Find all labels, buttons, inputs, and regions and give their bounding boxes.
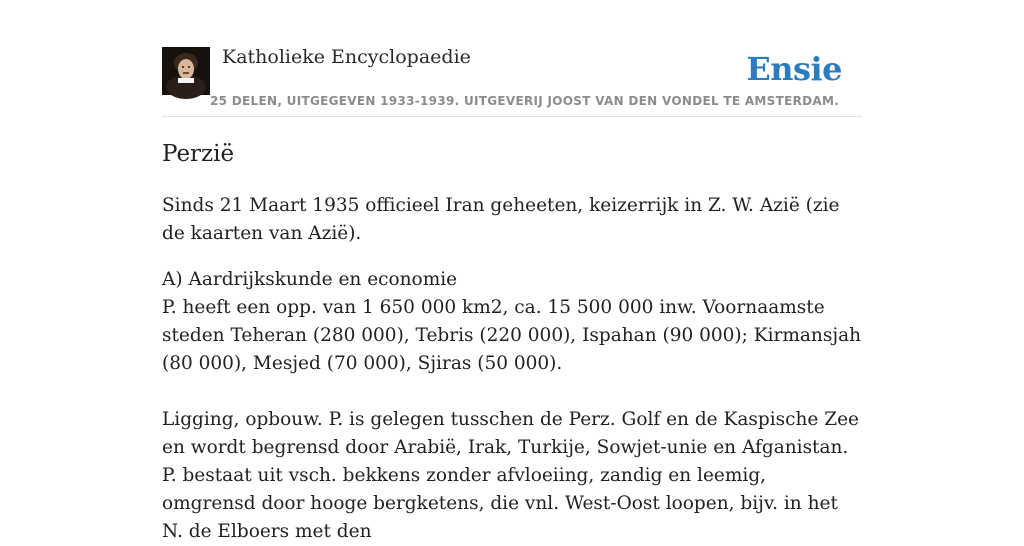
book-title[interactable]: Katholieke Encyclopaedie (222, 46, 471, 68)
site-header (162, 44, 862, 117)
article-body: Ligging, opbouw. P. is gelegen tusschen de Perz. Golf en de Kaspische Zee en wordt begrensd door Arabië, Irak, Turkije, Sowjet-unie en Afganistan. P. bestaat uit vsch. bekkens zonder afvloeiing, zandig en leemig, omgrensd door hooge bergketens, die vnl. West-Oost loopen, bijv. in het N. de Elboers met den (162, 409, 859, 542)
article (162, 138, 862, 546)
article-section (162, 266, 862, 378)
section-heading: A) Aardrijkskunde en economie (162, 269, 458, 290)
book-meta: 25 DELEN, UITGEGEVEN 1933-1939. UITGEVERIJ JOOST VAN DEN VONDEL TE AMSTERDAM. (210, 94, 840, 108)
section-text: P. heeft een opp. van 1 650 000 km2, ca. 15 500 000 inw. Voornaamste steden Teheran (280 000), Tebris (220 000), Ispahan (90 000); Kirmansjah (80 000), Mesjed (70 000), Sjiras (50 000). (162, 297, 862, 374)
article-intro: Sinds 21 Maart 1935 officieel Iran geheeten, keizerrijk in Z. W. Azië (zie de kaarten van Azië). (162, 195, 840, 244)
article-title: Perzië (162, 141, 235, 167)
portrait-avatar-icon[interactable] (162, 47, 210, 95)
brand-logo-link[interactable]: Ensie (746, 50, 842, 88)
